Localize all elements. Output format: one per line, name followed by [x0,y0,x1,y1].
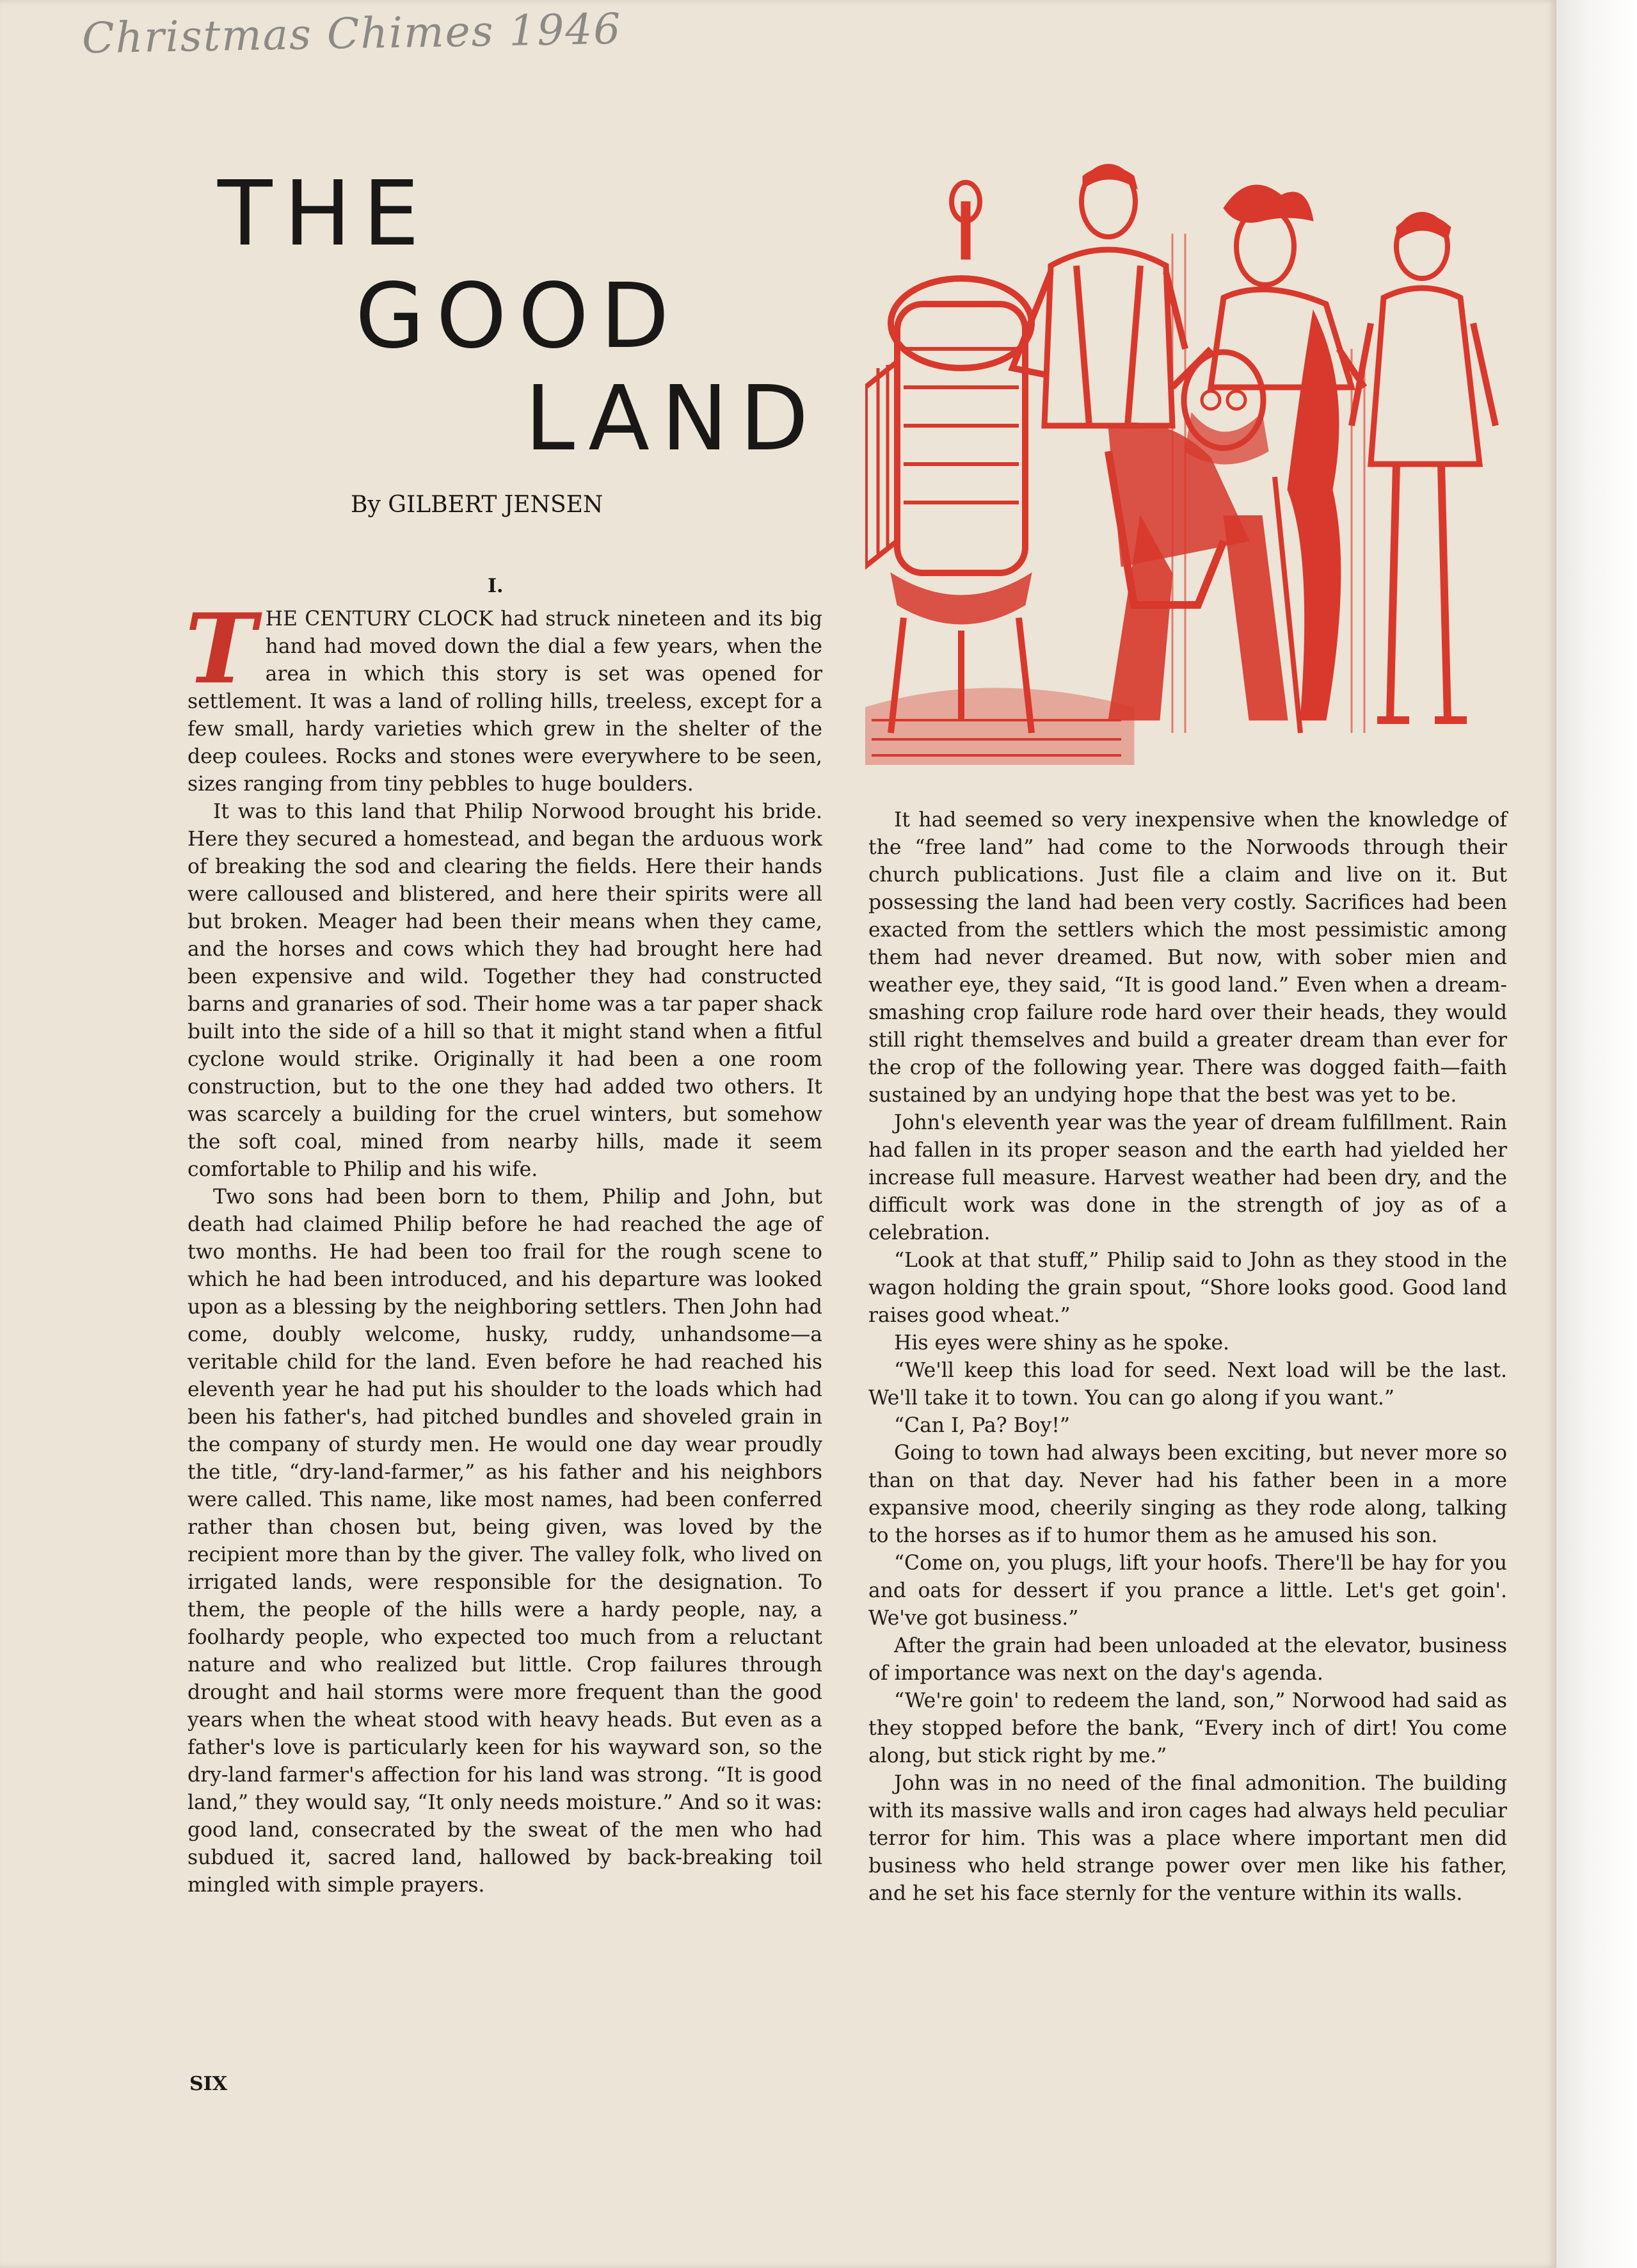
right-column [868,807,1507,1908]
section-number: I. [488,575,504,597]
paragraph-8: “We'll keep this load for seed. Next load will be the last. We'll take it to town. You can go along if you want.” [868,1359,1507,1410]
title-line-2: GOOD [355,264,681,369]
paragraph-4: It had seemed so very inexpensive when the knowledge of the “free land” had come to the Norwoods through their church publications. Just file a claim and live on it. But possessing the land had been very costly. Sacrifices had been exacted from the settlers which the most pessimistic among them had never dreamed. But now, with sober mien and weather eye, they said, “It is good land.” Even when a dream-smashing crop failure rode hard over their heads, they would still right themselves and build a greater dream than ever for the crop of the following year. There was dogged faith—faith sustained by an undying hope that the best was yet to be. [868,808,1507,1107]
paragraph-14: John was in no need of the final admonition. The building with its massive walls and iron cages had always held peculiar terror for him. This was a place where important men did business who held strange power over men like his father, and he set his face sternly for the venture within its walls. [868,1772,1507,1905]
family-illustration [865,157,1507,765]
paragraph-7: His eyes were shiny as he spoke. [894,1331,1230,1355]
standing-man-drawing [1012,166,1185,426]
paragraph-5: John's eleventh year was the year of dream fulfillment. Rain had fallen in its proper season and the earth had yielded her increase full measure. Harvest weather had been dry, and the difficult work was done in the strength of joy as of a celebration. [868,1111,1507,1244]
title-line-3: LAND [525,367,820,471]
handwritten-note: Christmas Chimes 1946 [81,4,623,63]
paragraph-10: Going to town had always been exciting, but never more so than on that day. Never had his father been in a more expansive mood, cheerily singing as they rode along, talking to the horses as if to humor them as he amused his son. [868,1442,1507,1547]
page-number: SIX [189,2073,227,2095]
story-title [218,163,819,470]
byline: By GILBERT JENSEN [351,492,603,518]
title-line-1: THE [218,162,431,266]
seated-old-man-drawing [1108,352,1300,733]
paragraph-2: It was to this land that Philip Norwood brought his bride. Here they secured a homestead, and began the arduous work of breaking the sod and clearing the fields. Here their hands were calloused and blistered, and here their spirits were all but broken. Meager had been their means when they came, and the horses and cows which they had brought here had been expensive and wild. Together they had constructed barns and granaries of sod. Their home was a tar paper shack built into the side of a hill so that it might stand when a fitful cyclone would strike. Originally it had been a one room construction, but to the one they had added two others. It was scarcely a building for the cruel winters, but somehow the soft coal, mined from nearby hills, made it seem comfortable to Philip and his wife. [188,800,822,1181]
boy-drawing [1352,214,1496,720]
paragraph-3: Two sons had been born to them, Philip and John, but death had claimed Philip before he had reached the age of two months. He had been too frail for the rough scene to which he had been introduced, and his departure was looked upon as a blessing by the neighboring settlers. Then John had come, doubly welcome, husky, ruddy, unhandsome—a veritable child for the land. Even before he had reached his eleventh year he had put his shoulder to the loads which had been his father's, had pitched bundles and shoveled grain in the company of sturdy men. He would one day wear proudly the title, “dry-land-farmer,” as his father and his neighbors were called. This name, like most names, had been conferred rather than chosen but, being given, was loved by the recipient more than by the giver. The valley folk, who lived on irrigated lands, were responsible for the designation. To them, the people of the hills were a hardy people, nay, a foolhardy people, who expected too much from a reluctant nature and who realized but little. Crop failures through drought and hail storms were more frequent than the good years when the wheat stood with heavy heads. But even as a father's love is particularly keen for his wayward son, so the dry-land farmer's affection for his land was strong. “It is good land,” they would say, “It only needs moisture.” And so it was: good land, consecrated by the sweat of the men who had subdued it, sacred land, hallowed by back-breaking toil mingled with simple prayers. [188,1186,822,1897]
paragraph-13: “We're goin' to redeem the land, son,” Norwood had said as they stopped before the bank, “Every inch of dirt! You come along, but stick right by me.” [868,1689,1507,1767]
paragraph-6: “Look at that stuff,” Philip said to John as they stood in the wagon holding the grain spout, “Shore looks good. Good land raises good wheat.” [868,1249,1507,1327]
stove-drawing [865,182,1134,765]
left-column [185,593,822,1899]
paragraph-1: THE CENTURY CLOCK had struck nineteen and its big hand had moved down the dial a few years, when the area in which this story is set was opened for settlement. It was a land of rolling hills, treeless, except for a few small, hardy varieties which grew in the shelter of the deep coulees. Rocks and stones were everywhere to be seen, sizes ranging from tiny pebbles to huge boulders. [185,593,822,796]
scanner-background [1556,0,1637,2268]
paragraph-11: “Come on, you plugs, lift your hoofs. There'll be hay for you and oats for dessert if you prance a little. Let's get goin'. We've got business.” [868,1552,1507,1630]
paragraph-9: “Can I, Pa? Boy!” [894,1414,1070,1437]
drop-cap: T [185,593,257,705]
paragraph-12: After the grain had been unloaded at the elevator, business of importance was next on the day's agenda. [868,1634,1507,1685]
coat-drawing [1288,310,1341,720]
